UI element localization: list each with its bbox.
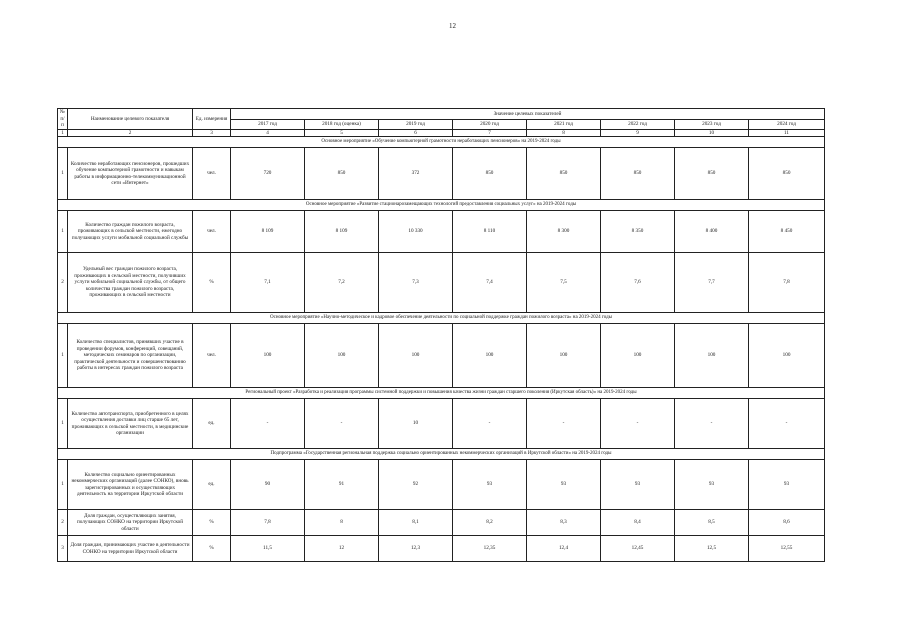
- section-header-row: [58, 388, 825, 399]
- indicator-value: 7,8: [749, 253, 825, 313]
- indicator-value: 8,1: [379, 510, 453, 536]
- column-number: 3: [193, 129, 231, 137]
- indicator-value: 8,2: [453, 510, 527, 536]
- indicator-value: 372: [379, 148, 453, 200]
- header-row-numbering: [58, 129, 825, 137]
- indicator-value: 100: [453, 324, 527, 388]
- section-header-row: [58, 313, 825, 324]
- indicator-name: Удельный вес граждан пожилого возраста, проживающих в сельской местности, получивших услуги мобильной социальной службы, от общего количества граждан пожилого возраста, проживающих в сельской местности: [68, 253, 193, 313]
- indicator-value: 8,4: [601, 510, 675, 536]
- indicator-name: Количество социально ориентированных некоммерческих организаций (далее СОНКО), вновь зарегистрированных и осуществляющих деятельность на территории Иркутской области: [68, 460, 193, 510]
- indicator-value: 12,5: [675, 536, 749, 562]
- indicator-value: 850: [601, 148, 675, 200]
- header-row-1: [58, 109, 825, 120]
- indicator-value: 8 110: [453, 211, 527, 253]
- indicator-name: Количество неработающих пенсионеров, прошедших обучение компьютерной грамотности и навыкам работы в информационно-телекоммуникационной сети «Интернет»: [68, 148, 193, 200]
- indicator-value: 7,2: [305, 253, 379, 313]
- indicator-value: -: [675, 399, 749, 449]
- year-header: 2022 год: [601, 120, 675, 129]
- indicator-value: 7,4: [453, 253, 527, 313]
- section-title: Региональный проект «Разработка и реализация программы системной поддержки и повышения качества жизни граждан старшего поколения (Иркутская область)» на 2019-2024 годы: [58, 388, 825, 399]
- column-number: 5: [305, 129, 379, 137]
- indicator-value: 7,1: [231, 253, 305, 313]
- row-number: 1: [58, 148, 68, 200]
- year-header: 2019 год: [379, 120, 453, 129]
- table-row: [58, 148, 825, 200]
- page-number: 12: [449, 22, 456, 30]
- indicator-value: 91: [305, 460, 379, 510]
- indicator-name: Доля граждан, осуществляющих занятия, получающих СОНКО на территории Иркутской области: [68, 510, 193, 536]
- indicator-value: 12,55: [749, 536, 825, 562]
- indicator-value: 100: [305, 324, 379, 388]
- indicator-name: Количество автотранспорта, приобретенного в целях осуществления доставки лиц старше 65 лет, проживающих в сельской местности, в медицинские организации: [68, 399, 193, 449]
- section-header-row: [58, 137, 825, 148]
- indicator-value: 850: [453, 148, 527, 200]
- indicator-value: 7,6: [601, 253, 675, 313]
- indicator-value: 8 109: [305, 211, 379, 253]
- indicator-value: 100: [675, 324, 749, 388]
- indicator-value: 8,6: [749, 510, 825, 536]
- indicator-value: 93: [453, 460, 527, 510]
- year-header: 2023 год: [675, 120, 749, 129]
- section-title: Основное мероприятие «Научно-методическое и кадровое обеспечение деятельности по социальной поддержке граждан пожилого возраста» на 2019-2024 годы: [58, 313, 825, 324]
- column-number: 2: [68, 129, 193, 137]
- indicator-value: 12,45: [601, 536, 675, 562]
- indicator-value: 850: [527, 148, 601, 200]
- table-body: [58, 137, 825, 562]
- year-header: 2018 год (оценка): [305, 120, 379, 129]
- table-row: [58, 324, 825, 388]
- indicator-value: 10: [379, 399, 453, 449]
- indicator-value: 12,3: [379, 536, 453, 562]
- column-number: 4: [231, 129, 305, 137]
- target-indicators-table: [57, 108, 825, 562]
- indicator-value: 100: [231, 324, 305, 388]
- column-number: 7: [453, 129, 527, 137]
- section-title: Основное мероприятие «Обучение компьютерной грамотности неработающих пенсионеров» на 2019-2024 годы: [58, 137, 825, 148]
- year-header: 2020 год: [453, 120, 527, 129]
- section-header-row: [58, 200, 825, 211]
- indicator-unit: %: [193, 510, 231, 536]
- section-title: Основное мероприятие «Развитие стационарозамещающих технологий предоставления социальных услуг» на 2019-2024 годы: [58, 200, 825, 211]
- column-number: 6: [379, 129, 453, 137]
- indicator-value: -: [749, 399, 825, 449]
- indicator-value: 8,5: [675, 510, 749, 536]
- indicator-value: 93: [527, 460, 601, 510]
- indicator-value: 12,4: [527, 536, 601, 562]
- indicator-value: 7,3: [379, 253, 453, 313]
- table-row: [58, 399, 825, 449]
- column-number: 1: [58, 129, 68, 137]
- indicator-value: 7,8: [231, 510, 305, 536]
- indicator-value: 850: [749, 148, 825, 200]
- indicator-unit: %: [193, 536, 231, 562]
- indicator-unit: чел.: [193, 148, 231, 200]
- column-number: 9: [601, 129, 675, 137]
- indicator-value: 12: [305, 536, 379, 562]
- indicator-value: 93: [749, 460, 825, 510]
- indicator-unit: чел.: [193, 324, 231, 388]
- table-row: [58, 253, 825, 313]
- col-name-header: Наименование целевого показателя: [68, 109, 193, 130]
- indicator-value: 100: [527, 324, 601, 388]
- section-header-row: [58, 449, 825, 460]
- indicator-value: 12,35: [453, 536, 527, 562]
- indicator-value: 8 350: [601, 211, 675, 253]
- column-number: 8: [527, 129, 601, 137]
- indicator-value: 90: [231, 460, 305, 510]
- row-number: 1: [58, 399, 68, 449]
- indicator-value: 7,7: [675, 253, 749, 313]
- indicator-value: 8,3: [527, 510, 601, 536]
- column-number: 10: [675, 129, 749, 137]
- indicator-unit: чел.: [193, 211, 231, 253]
- indicator-value: 11,5: [231, 536, 305, 562]
- indicator-value: 100: [601, 324, 675, 388]
- row-number: 2: [58, 253, 68, 313]
- row-number: 1: [58, 324, 68, 388]
- table-row: [58, 211, 825, 253]
- row-number: 1: [58, 460, 68, 510]
- section-title: Подпрограмма «Государственная региональная поддержка социально ориентированных некоммерческих организаций в Иркутской области» на 2019-2024 годы: [58, 449, 825, 460]
- indicator-value: 93: [675, 460, 749, 510]
- year-header: 2024 год: [749, 120, 825, 129]
- indicator-value: -: [453, 399, 527, 449]
- values-group-header: Значение целевых показателей: [231, 109, 825, 120]
- row-number: 3: [58, 536, 68, 562]
- indicator-value: 8: [305, 510, 379, 536]
- indicator-value: 93: [601, 460, 675, 510]
- indicator-value: -: [305, 399, 379, 449]
- col-num-header: № п/п: [58, 109, 68, 130]
- indicator-value: 850: [305, 148, 379, 200]
- indicator-value: 720: [231, 148, 305, 200]
- indicator-name: Количество специалистов, принявших участие в проведении форумов, конференций, совещаний, методических семинаров по организации, практической деятельности и совершенствованию работы в интересах граждан пожилого возраста: [68, 324, 193, 388]
- indicator-name: Доля граждан, принимающих участие в деятельности СОНКО на территории Иркутской области: [68, 536, 193, 562]
- indicator-value: 100: [749, 324, 825, 388]
- row-number: 1: [58, 211, 68, 253]
- indicator-value: 92: [379, 460, 453, 510]
- table-row: [58, 460, 825, 510]
- indicator-value: 8 109: [231, 211, 305, 253]
- indicator-unit: ед.: [193, 460, 231, 510]
- indicator-value: 100: [379, 324, 453, 388]
- row-number: 2: [58, 510, 68, 536]
- table-row: [58, 510, 825, 536]
- indicator-unit: %: [193, 253, 231, 313]
- year-header: 2021 год: [527, 120, 601, 129]
- indicator-value: -: [601, 399, 675, 449]
- indicator-unit: ед.: [193, 399, 231, 449]
- indicator-value: 8 450: [749, 211, 825, 253]
- indicator-value: 7,5: [527, 253, 601, 313]
- year-header: 2017 год: [231, 120, 305, 129]
- indicator-value: -: [231, 399, 305, 449]
- indicator-value: 8 400: [675, 211, 749, 253]
- indicator-value: 10 330: [379, 211, 453, 253]
- col-unit-header: Ед. измерения: [193, 109, 231, 130]
- indicator-value: 8 300: [527, 211, 601, 253]
- column-number: 11: [749, 129, 825, 137]
- indicator-name: Количество граждан пожилого возраста, проживающих в сельской местности, ежегодно получающих услуги мобильной социальной службы: [68, 211, 193, 253]
- indicator-value: -: [527, 399, 601, 449]
- indicator-value: 850: [675, 148, 749, 200]
- table-row: [58, 536, 825, 562]
